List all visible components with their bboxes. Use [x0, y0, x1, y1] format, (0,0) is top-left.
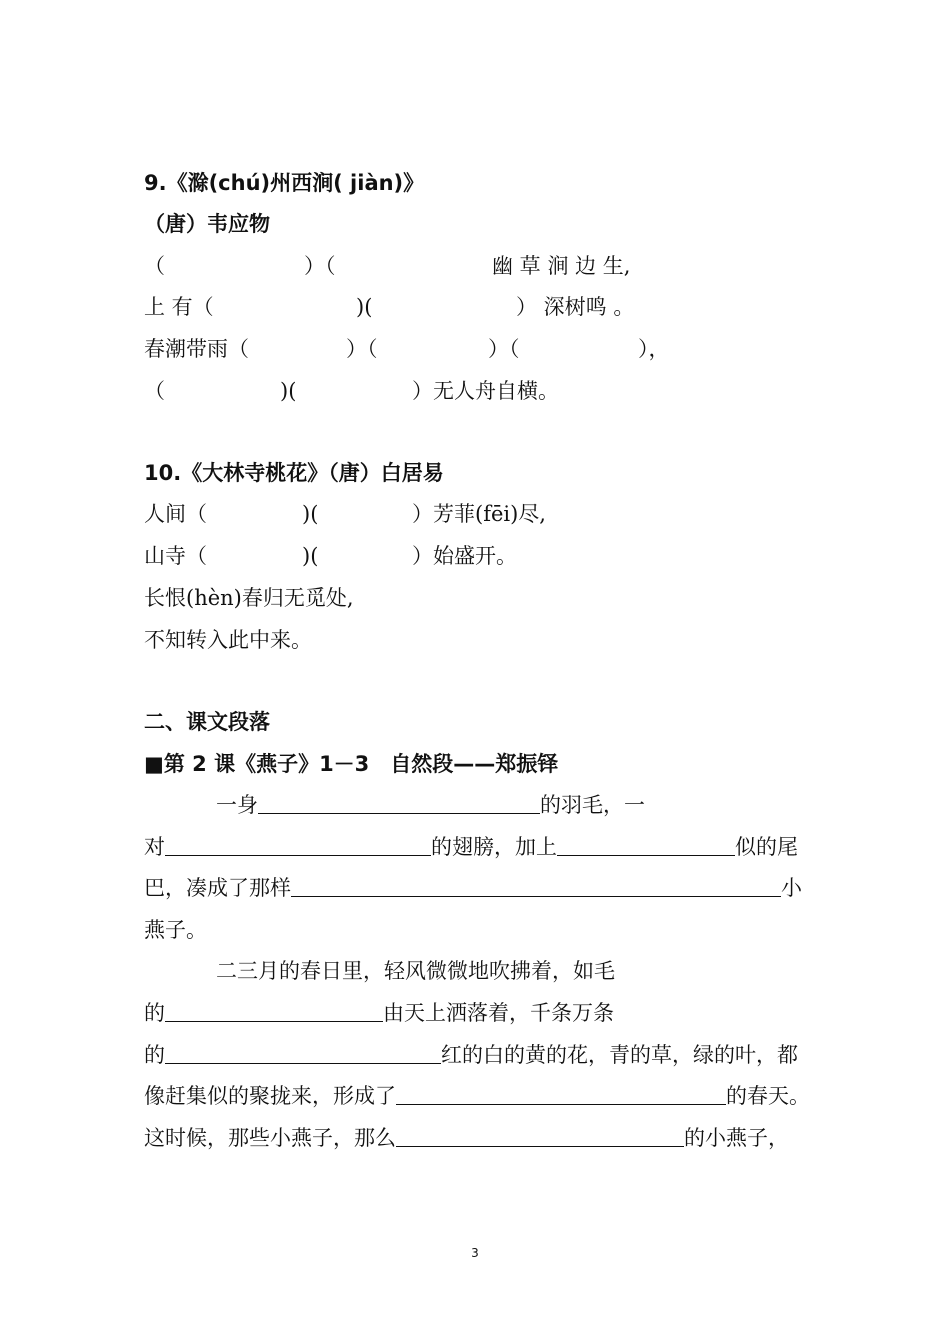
text-segment: 像赶集似的聚拢来，形成了 [144, 1084, 396, 1108]
text-segment: 由天上洒落着，千条万条 [383, 1001, 614, 1025]
paragraph-line: 燕子。 [144, 918, 207, 942]
paragraph-line [144, 874, 802, 902]
poem9-line4 [144, 377, 684, 405]
text-segment: 似的尾 [735, 835, 798, 859]
poem9-line2 [144, 293, 684, 321]
text-segment: 巴，凑成了那样 [144, 876, 291, 900]
paren-mid: )( [280, 379, 297, 403]
fill-blank[interactable] [396, 1082, 726, 1105]
poem9-line3-end: ）， [638, 337, 670, 361]
poem9-author: （唐）韦应物 [144, 212, 270, 236]
text-segment: 的羽毛，一 [540, 793, 645, 817]
paragraph-line [144, 999, 614, 1027]
poem10-line4: 不知转入此中来。 [144, 628, 312, 652]
text-segment: 的 [144, 1043, 165, 1067]
text-segment: 对 [144, 835, 165, 859]
paragraph-line [144, 1082, 810, 1110]
text-segment: 的小燕子， [684, 1126, 789, 1150]
text-segment: 小 [781, 876, 802, 900]
poem9-line2-end: ） 深树鸣 。 [516, 295, 635, 319]
fill-blank[interactable] [258, 791, 540, 814]
paren-mid: )( [302, 502, 319, 526]
fill-blank[interactable] [165, 1041, 441, 1064]
poem9-line4-end: ）无人舟自横。 [412, 379, 559, 403]
paren-close-open: ）（ [304, 254, 336, 278]
poem9-line3-start: 春潮带雨（ [144, 337, 249, 361]
fill-blank[interactable] [557, 833, 735, 856]
poem10-line1-start: 人间（ [144, 502, 207, 526]
poem10-line2 [144, 542, 684, 570]
poem10-title: 10.《大林寺桃花》（唐）白居易 [144, 461, 444, 485]
poem9-title: 9.《滁(chú)州西涧( jiàn)》 [144, 171, 425, 195]
fill-blank[interactable] [291, 874, 781, 897]
text-segment: 红的白的黄的花，青的草，绿的叶，都 [441, 1043, 798, 1067]
poem10-line1-end: ）芳菲(fēi)尽, [412, 502, 546, 526]
page-number: 3 [471, 1246, 479, 1260]
paren-mid: )( [356, 295, 373, 319]
poem10-line3: 长恨(hèn)春归无觅处, [144, 586, 354, 610]
paren-mid-1: ）（ [346, 337, 378, 361]
paragraph-line: 二三月的春日里，轻风微微地吹拂着，如毛 [216, 959, 615, 983]
poem9-line3 [144, 335, 684, 363]
fill-blank[interactable] [165, 999, 383, 1022]
paren-mid: )( [302, 544, 319, 568]
poem10-line1 [144, 500, 684, 528]
poem10-line2-start: 山寺（ [144, 544, 207, 568]
paragraph-line [144, 833, 798, 861]
paragraph-line [144, 1041, 798, 1069]
text-segment: 的 [144, 1001, 165, 1025]
fill-blank[interactable] [396, 1124, 684, 1147]
poem9-line1 [144, 252, 684, 280]
text-segment: 一身 [216, 793, 258, 817]
paren-open: （ [144, 254, 165, 278]
poem9-line2-start: 上 有（ [144, 295, 214, 319]
poem10-line2-end: ）始盛开。 [412, 544, 517, 568]
text-segment: 的春天。 [726, 1084, 810, 1108]
paren-mid-2: ）（ [488, 337, 520, 361]
section-heading: 二、课文段落 [144, 710, 270, 734]
lesson-title: ■第 2 课《燕子》1－3 自然段——郑振铎 [144, 752, 559, 776]
text-segment: 的翅膀，加上 [431, 835, 557, 859]
text-segment: 这时候，那些小燕子，那么 [144, 1126, 396, 1150]
paren-open: （ [144, 379, 165, 403]
poem9-line1-text: 幽 草 涧 边 生, [492, 254, 631, 278]
paragraph-line [216, 791, 645, 819]
fill-blank[interactable] [165, 833, 431, 856]
paragraph-line [144, 1124, 789, 1152]
